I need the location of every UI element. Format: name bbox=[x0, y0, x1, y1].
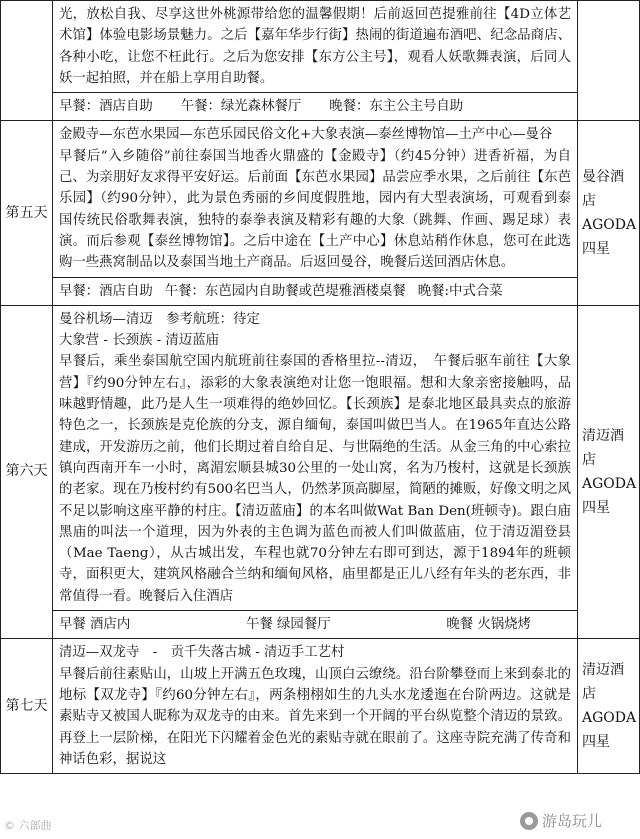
meal-item: 晚餐：东主公主号自助 bbox=[329, 99, 464, 115]
watermark-left: © 六部曲 bbox=[4, 819, 52, 832]
meal-item: 早餐 酒店内 bbox=[59, 617, 131, 633]
meals-cell bbox=[53, 93, 578, 121]
meal-item: 晚餐:中式合菜 bbox=[417, 283, 503, 299]
day-content bbox=[53, 305, 578, 610]
itinerary-paragraph: 早餐后，乘坐泰国航空国内航班前往泰国的香格里拉--清迈， 午餐后驱车前往【大象营】『约90分钟左右』，添彩的大象表演绝对让您一饱眼福。想和大象亲密接触吗，品味越野情趣，此乃是人生一项难得的绝妙回忆。【长颈族】是泰北地区最具卖点的旅游特色之一，长颈族是克伦族的分支，源自缅甸，泰国叫做巴当人。在1965年直达公路建成，开发游历之前，他们长期过着自给自足、与世隔绝的生活。从金三角的中心索拉镇向西南开车一小时，离湄宏顺县城30公里的一处山窝，名为乃梭村，这就是长颈族的老家。现在乃梭村约有500名巴当人，仍然茅顶高脚屋，简陋的摊贩，好像文明之风不足以影响这座平静的村庄。【清迈蓝庙】的本名叫做Wat Ban Den(班顿寺)。跟白庙黑庙的叫法一个道理，因为外表的主色调为蓝色而被人们叫做蓝庙，位于清迈湄登县（Mae Taeng），从古城出发，车程也就70分钟左右即可到达，源于1894年的班顿寺，面积更大，建筑风格融合兰纳和缅甸风格，庙里都是正儿八经有年头的老东西，非常值得一看。晚餐后入住酒店 bbox=[59, 354, 571, 604]
hotel-cell: 清迈酒店AGODA四星 bbox=[578, 639, 640, 774]
day-row bbox=[1, 1, 640, 93]
hotel-cell: 曼谷酒店AGODA四星 bbox=[578, 121, 640, 305]
hotel-cell bbox=[578, 1, 640, 121]
wechat-logo-icon bbox=[520, 812, 538, 830]
meal-item: 早餐：酒店自助 bbox=[59, 283, 153, 299]
meal-item: 午餐：东芭园内自助餐或芭堤雅酒楼桌餐 bbox=[164, 283, 406, 299]
watermark-right bbox=[520, 810, 602, 831]
meals-cell bbox=[53, 277, 578, 305]
day-label bbox=[1, 1, 53, 121]
itinerary-paragraph: 曼谷机场—清迈 参考航班：待定 bbox=[59, 311, 260, 327]
day-content bbox=[53, 121, 578, 277]
meal-item: 早餐：酒店自助 bbox=[59, 99, 153, 115]
meal-item: 午餐 绿园餐厅 bbox=[246, 617, 331, 633]
itinerary-paragraph: 早餐后前往素贴山，山坡上开满五色玫瑰，山顶白云缭绕。沿台阶攀登而上来到泰北的地标【双龙寺】『约60分钟左右』，两条栩栩如生的九头水龙逶迤在台阶两边。这就是素贴寺又被国人昵称为双龙寺的由来。首先来到一个开阔的平台纵览整个清迈的景致。再登上一层阶梯，在阳光下闪耀着金色光的素贴寺就在眼前了。这座寺院充满了传奇和神话色彩，据说这 bbox=[59, 666, 571, 767]
day-content bbox=[53, 639, 578, 774]
itinerary-paragraph: 清迈—双龙寺 - 贡千失落古城 - 清迈手工艺村 bbox=[59, 645, 345, 661]
day-row bbox=[1, 305, 640, 610]
hotel-cell: 清迈酒店AGODA四星 bbox=[578, 305, 640, 638]
itinerary-paragraph: 早餐后“入乡随俗”前往泰国当地香火鼎盛的【金殿寺】（约45分钟）进香祈福，为自己、为亲朋好友求得平安好运。后前面【东芭水果园】品尝应季水果，之后前往【东芭乐园】（约90分钟），此为景色秀丽的乡间度假胜地，园内有大型表演场，可观看到泰国传统民俗歌舞表演，独特的泰拳表演及精彩有趣的大象（跳舞、作画、踢足球）表演。而后参观【泰丝博物馆】。之后中途在【土产中心】休息站稍作休息，您可在此选购一些燕窝制品以及泰国当地土产商品。后返回曼谷，晚餐后送回酒店休息。 bbox=[59, 148, 571, 271]
itinerary-paragraph: 金殿寺—东芭水果园—东芭乐园民俗文化+大象表演—泰丝博物馆—土产中心—曼谷 bbox=[59, 127, 553, 143]
day-label: 第七天 bbox=[1, 639, 53, 774]
day-row bbox=[1, 121, 640, 277]
day-row bbox=[1, 639, 640, 774]
day-label: 第五天 bbox=[1, 121, 53, 305]
itinerary-paragraph: 光，放松自我、尽享这世外桃源带给您的温馨假期！后前返回芭提雅前往【4D立体艺术馆】体验电影场景魅力。之后【嘉年华步行街】热闹的街道遍布酒吧、纪念品商店、各种小吃，让您不枉此行。之后为您安排【东方公主号】，观看人妖歌舞表演，后同人妖一起拍照，并在船上享用自助餐。 bbox=[59, 7, 571, 86]
meals-row bbox=[1, 611, 640, 639]
meals-row bbox=[1, 277, 640, 305]
meal-item: 午餐：绿光森林餐厅 bbox=[180, 99, 302, 115]
day-label: 第六天 bbox=[1, 305, 53, 638]
meals-cell bbox=[53, 611, 578, 639]
meal-item: 晚餐 火锅烧烤 bbox=[446, 617, 531, 633]
meals-row bbox=[1, 93, 640, 121]
itinerary-paragraph: 大象营 - 长颈族 - 清迈蓝庙 bbox=[59, 333, 219, 349]
watermark-right-text: 游岛玩儿 bbox=[541, 812, 602, 830]
day-content bbox=[53, 1, 578, 93]
